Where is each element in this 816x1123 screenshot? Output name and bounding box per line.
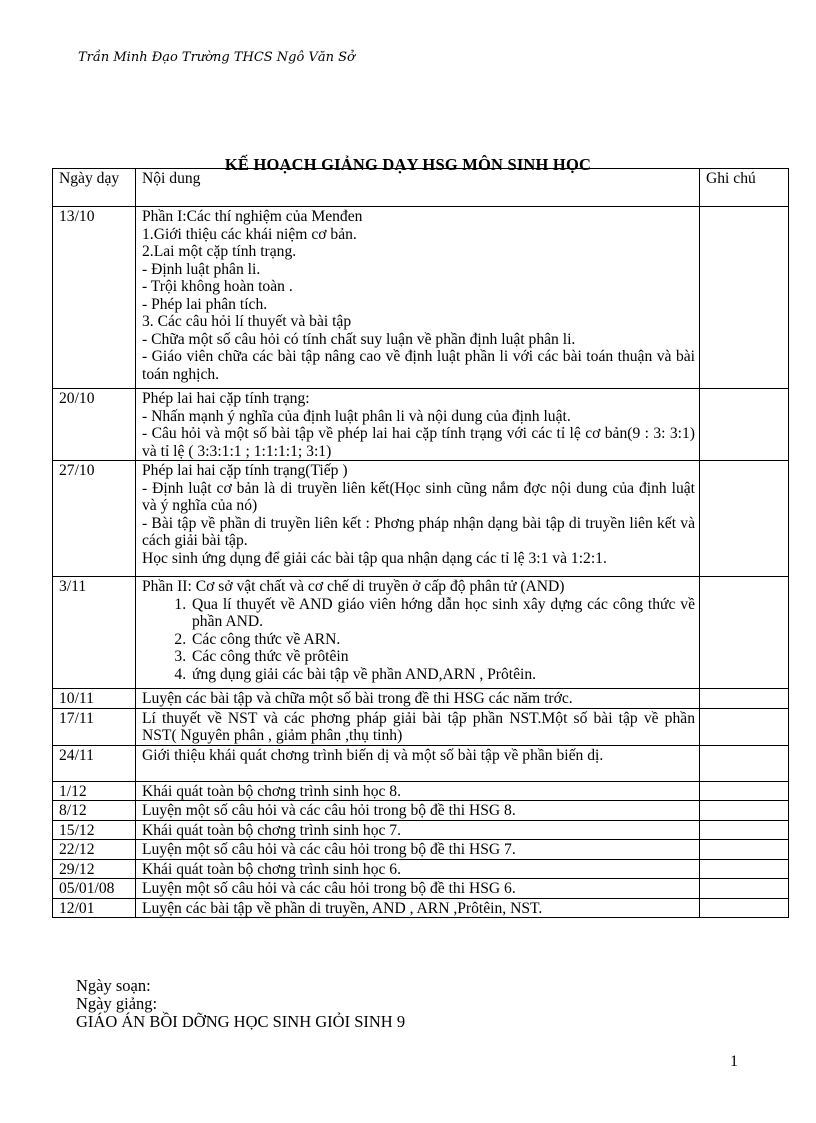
row-note: [700, 689, 789, 709]
row-content: [136, 461, 700, 577]
header-note: Ghi chú: [700, 169, 789, 207]
row-note: [700, 820, 789, 840]
content-line: Luyện một số câu hỏi và các câu hỏi trong bộ đề thi HSG 8.: [142, 802, 516, 819]
ngay-giang-label: Ngày giảng:: [76, 994, 158, 1013]
content-line: Luyện một số câu hỏi và các câu hỏi trong bộ đề thi HSG 7.: [142, 841, 516, 858]
row-note: [700, 898, 789, 918]
header-content: Nội dung: [136, 169, 700, 207]
numbered-list: [142, 596, 695, 684]
row-note: [700, 840, 789, 860]
row-note: [700, 461, 789, 577]
table-row: [53, 745, 789, 781]
table-row: [53, 708, 789, 745]
row-content: [136, 708, 700, 745]
content-line: - Câu hỏi và một số bài tập về phép lai hai cặp tính trạng với các tỉ lệ cơ bản(9 : 3: 3:1) và tỉ lệ ( 3:3:1:1 ; 1:1:1:1; 3:1): [142, 425, 695, 460]
content-line: - Bài tập về phần di truyền liên kết : Phơng pháp nhận dạng bài tập di truyền liên kết và cách giải bài tập.: [142, 514, 695, 549]
row-note: [700, 879, 789, 899]
lesson-plan-table: [52, 168, 789, 918]
row-note: [700, 207, 789, 389]
table-row: [53, 859, 789, 879]
content-line: Giới thiệu khái quát chơng trình biến dị và một số bài tập về phần biến dị.: [142, 746, 604, 764]
header-date: Ngày dạy: [53, 169, 136, 207]
row-note: [700, 781, 789, 801]
list-item: 4. ứng dụng giải các bài tập về phần AND,ARN , Prôtêin.: [190, 666, 695, 684]
content-line: Khái quát toàn bộ chơng trình sinh học 7.: [142, 821, 402, 839]
content-line: - Định luật phân li.: [142, 260, 261, 278]
row-content: [136, 898, 700, 918]
row-date: 3/11: [53, 577, 136, 689]
row-note: [700, 745, 789, 781]
row-content: [136, 577, 700, 689]
content-line: - Định luật cơ bản là di truyền liên kết(Học sinh cũng nắm đợc nội dung của định luật và ý nghĩa của nó): [142, 479, 695, 514]
content-line: - Nhấn mạnh ý nghĩa của định luật phân li và nội dung của định luật.: [142, 407, 571, 425]
content-line: - Chữa một số câu hỏi có tính chất suy luận về phần định luật phân li.: [142, 330, 576, 348]
row-content: [136, 781, 700, 801]
row-date: 22/12: [53, 840, 136, 860]
row-content: [136, 879, 700, 899]
row-date: 29/12: [53, 859, 136, 879]
list-item: 2. Các công thức về ARN.: [190, 631, 695, 649]
table-row: [53, 820, 789, 840]
table-row: [53, 801, 789, 821]
row-date: 05/01/08: [53, 879, 136, 899]
row-content: [136, 820, 700, 840]
content-line: Phép lai hai cặp tính trạng(Tiếp ): [142, 462, 348, 479]
row-content: [136, 859, 700, 879]
content-line: Lí thuyết về NST và các phơng pháp giải bài tập phần NST.Một số bài tập về phần NST( Nguyên phân , giảm phân ,thụ tinh): [142, 709, 695, 744]
ngay-soan-label: Ngày soạn:: [76, 976, 151, 995]
row-content: [136, 207, 700, 389]
page-number: 1: [730, 1053, 738, 1070]
content-line: Phần II: Cơ sở vật chất và cơ chế di truyền ở cấp độ phân tử (AND): [142, 578, 565, 595]
content-line: Luyện các bài tập về phần di truyền, AND , ARN ,Prôtêin, NST.: [142, 899, 543, 917]
content-line: - Trội không hoàn toàn .: [142, 278, 293, 295]
content-line: - Phép lai phân tích.: [142, 295, 268, 313]
table-row: [53, 689, 789, 709]
table-row: [53, 389, 789, 461]
table-row: [53, 840, 789, 860]
table-row: [53, 879, 789, 899]
table-row: [53, 461, 789, 577]
row-date: 20/10: [53, 389, 136, 461]
row-content: [136, 745, 700, 781]
content-line: 2.Lai một cặp tính trạng.: [142, 243, 297, 260]
document-title: KẾ HOẠCH GIẢNG DẠY HSG MÔN SINH HỌC: [224, 155, 592, 174]
row-content: [136, 801, 700, 821]
row-date: 24/11: [53, 745, 136, 781]
row-note: [700, 389, 789, 461]
content-line: Phần I:Các thí nghiệm của Menđen: [142, 208, 363, 225]
row-content: [136, 689, 700, 709]
row-content: [136, 389, 700, 461]
row-note: [700, 859, 789, 879]
table-row: [53, 781, 789, 801]
page-header: Trần Minh Đạo Trường THCS Ngô Văn Sở: [78, 50, 355, 65]
table-row: [53, 207, 789, 389]
row-date: 27/10: [53, 461, 136, 577]
content-line: Luyện các bài tập và chữa một số bài trong đề thi HSG các năm trớc.: [142, 690, 573, 707]
row-note: [700, 801, 789, 821]
content-line: - Giáo viên chữa các bài tập nâng cao về định luật phần li với các bài toán thuận và bài toán nghịch.: [142, 348, 695, 383]
content-line: Khái quát toàn bộ chơng trình sinh học 8.: [142, 782, 402, 800]
row-date: 8/12: [53, 801, 136, 821]
table-row: [53, 577, 789, 689]
content-line: 1.Giới thiệu các khái niệm cơ bản.: [142, 225, 357, 243]
row-note: [700, 708, 789, 745]
content-line: Học sinh ứng dụng để giải các bài tập qua nhận dạng các tỉ lệ 3:1 và 1:2:1.: [142, 549, 607, 567]
row-date: 12/01: [53, 898, 136, 918]
content-line: Luyện một số câu hỏi và các câu hỏi trong bộ đề thi HSG 6.: [142, 880, 516, 897]
table-header-row: [53, 169, 789, 207]
row-date: 13/10: [53, 207, 136, 389]
row-date: 10/11: [53, 689, 136, 709]
content-line: Khái quát toàn bộ chơng trình sinh học 6.: [142, 860, 402, 878]
content-line: 3. Các câu hỏi lí thuyết và bài tập: [142, 313, 352, 330]
row-content: [136, 840, 700, 860]
list-item: 3. Các công thức về prôtêin: [190, 648, 695, 666]
row-date: 1/12: [53, 781, 136, 801]
row-date: 17/11: [53, 708, 136, 745]
row-date: 15/12: [53, 820, 136, 840]
content-line: Phép lai hai cặp tính trạng:: [142, 390, 310, 407]
list-item: 1. Qua lí thuyết về AND giáo viên hớng dẫn học sinh xây dựng các công thức về phần AND.: [190, 596, 695, 631]
row-note: [700, 577, 789, 689]
lesson-plan-title: GIÁO ÁN BỒI DỠNG HỌC SINH GIỎI SINH 9: [76, 1012, 406, 1031]
table-row: [53, 898, 789, 918]
footer: [76, 977, 405, 1031]
